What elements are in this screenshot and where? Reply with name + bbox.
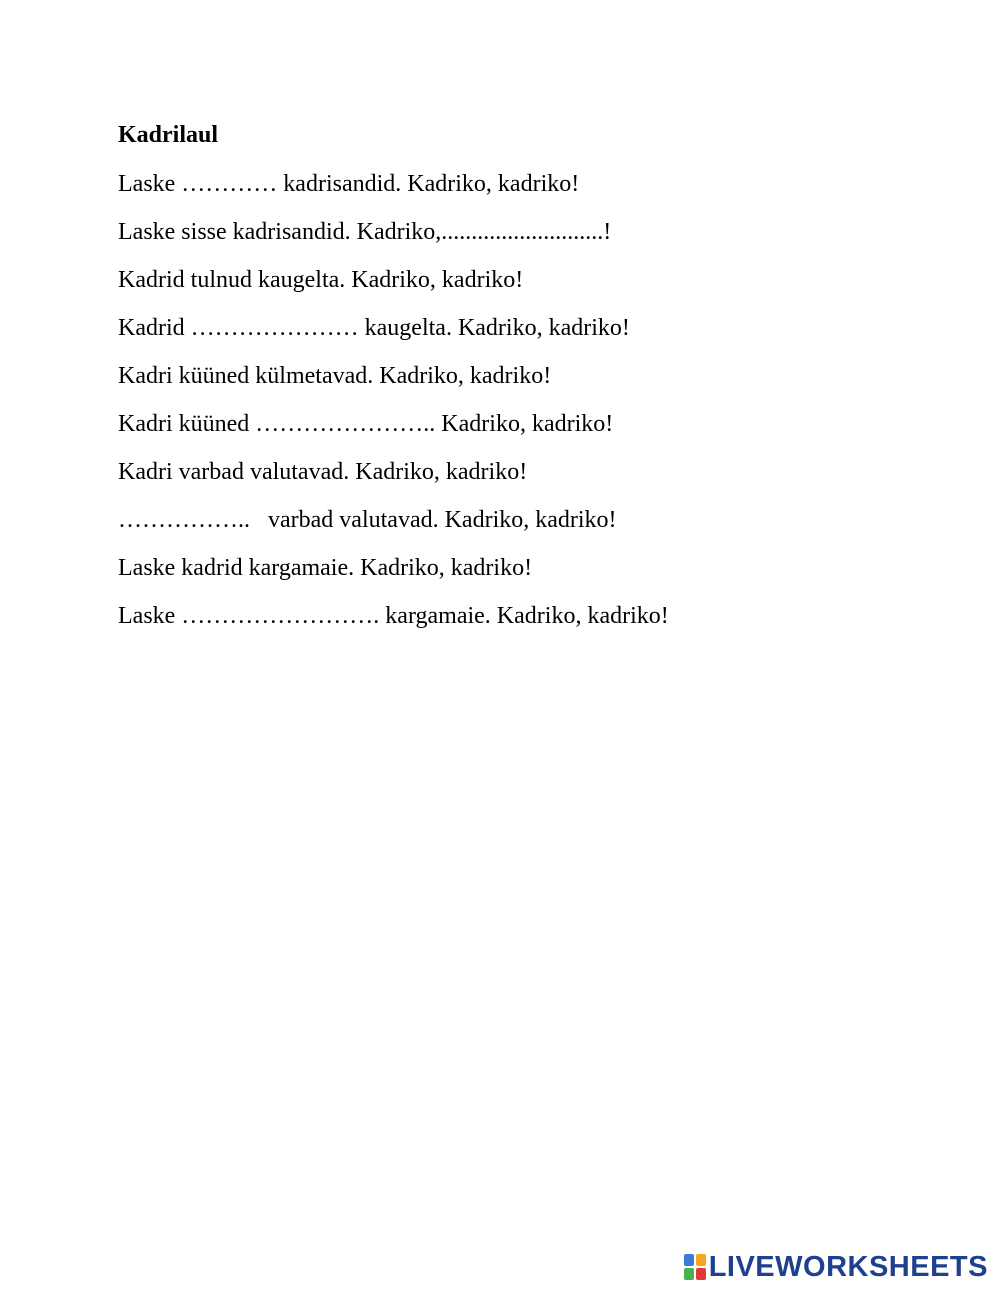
logo-block-2 [696, 1254, 706, 1266]
text-line-10: Laske ……………………. kargamaie. Kadriko, kadriko! [118, 603, 669, 629]
text-line-4: Kadrid ………………… kaugelta. Kadriko, kadriko! [118, 315, 630, 341]
logo-blocks-icon [684, 1254, 706, 1280]
text-line-6: Kadri küüned ………………….. Kadriko, kadriko! [118, 411, 614, 437]
liveworksheets-logo [684, 1252, 988, 1282]
text-line-2: Laske sisse kadrisandid. Kadriko,...........................! [118, 219, 612, 245]
logo-block-1 [684, 1254, 694, 1266]
logo-block-3 [684, 1268, 694, 1280]
worksheet-document [118, 118, 938, 640]
text-line-1: Laske ………… kadrisandid. Kadriko, kadriko! [118, 171, 580, 197]
text-line-7: Kadri varbad valutavad. Kadriko, kadriko! [118, 459, 528, 485]
text-line-3: Kadrid tulnud kaugelta. Kadriko, kadriko! [118, 267, 524, 293]
brand-name: LIVEWORKSHEETS [708, 1251, 988, 1283]
text-line-5: Kadri küüned külmetavad. Kadriko, kadriko! [118, 363, 552, 389]
document-title: Kadrilaul [118, 122, 219, 148]
text-line-9: Laske kadrid kargamaie. Kadriko, kadriko! [118, 555, 533, 581]
text-line-8: …………….. varbad valutavad. Kadriko, kadriko! [118, 507, 617, 533]
logo-block-4 [696, 1268, 706, 1280]
